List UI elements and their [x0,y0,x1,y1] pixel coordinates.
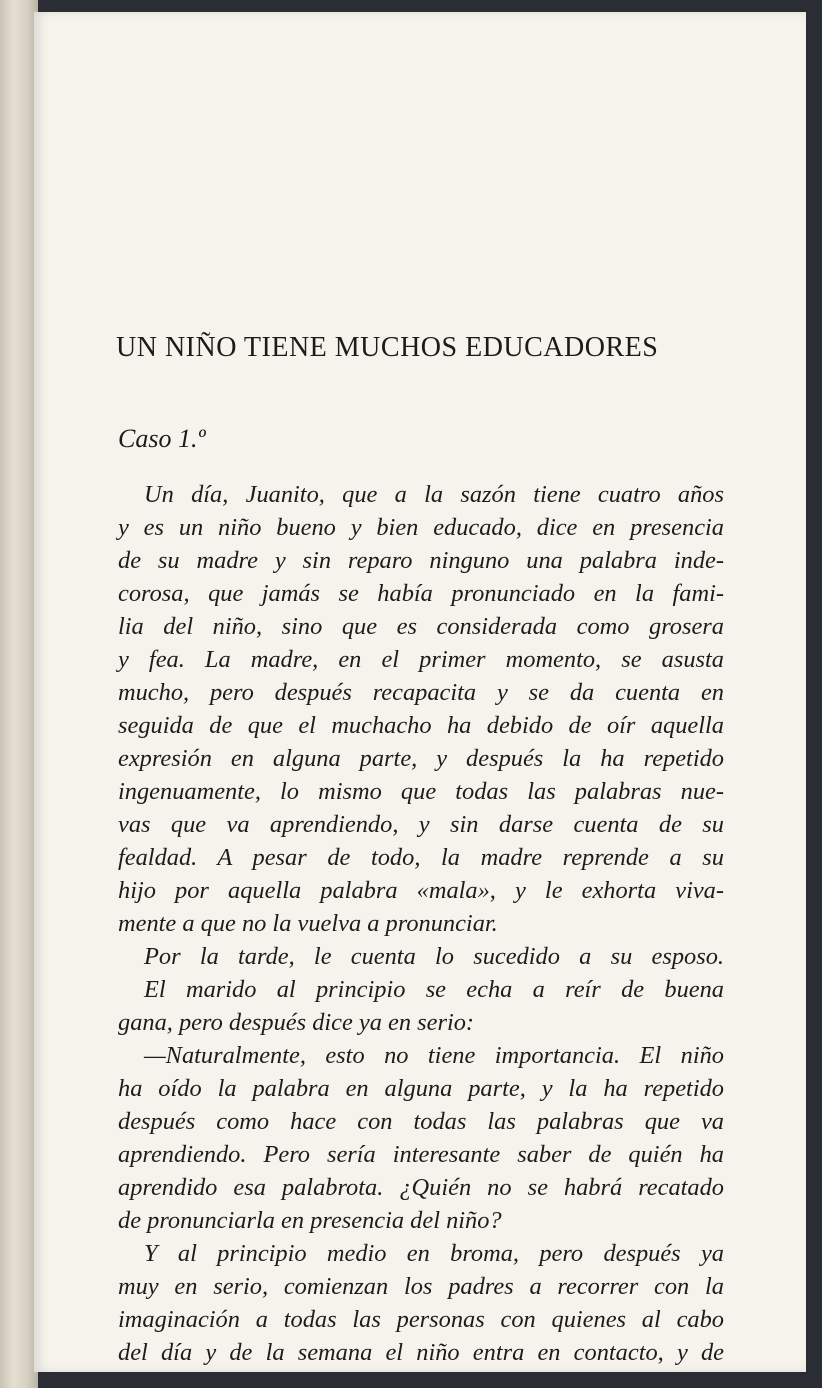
text-line: después como hace con todas las palabras que va [118,1108,724,1135]
text-line: hijo por aquella palabra «mala», y le exhorta viva- [118,877,724,904]
text-line: ha oído la palabra en alguna parte, y la ha repetido [118,1075,724,1102]
text-line: de pronunciarla en presencia del niño? [118,1207,502,1234]
text-line: ingenuamente, lo mismo que todas las palabras nue- [118,778,724,805]
text-line: Un día, Juanito, que a la sazón tiene cuatro años [144,481,724,508]
text-line: gana, pero después dice ya en serio: [118,1009,475,1036]
text-line: muy en serio, comienzan los padres a recorrer con la [118,1273,724,1300]
book-page [34,12,806,1372]
text-line: aprendiendo. Pero sería interesante saber de quién ha [118,1141,724,1168]
text-line: lia del niño, sino que es considerada como grosera [118,613,724,640]
book-spine-edge [0,0,38,1388]
chapter-title: UN NIÑO TIENE MUCHOS EDUCADORES [116,332,659,363]
text-line: mente a que no la vuelva a pronunciar. [118,910,498,937]
text-line: imaginación a todas las personas con quienes al cabo [118,1306,724,1333]
text-line: de su madre y sin reparo ninguno una palabra inde- [118,547,724,574]
text-line: y es un niño bueno y bien educado, dice en presencia [118,514,724,541]
text-line: del día y de la semana el niño entra en contacto, y de [118,1339,724,1366]
text-line: Por la tarde, le cuenta lo sucedido a su esposo. [144,943,724,970]
body-text [118,478,724,1369]
case-heading: Caso 1.º [118,424,206,453]
bleed-through-header [94,132,746,160]
text-line: corosa, que jamás se había pronunciado en la fami- [118,580,724,607]
text-line: —Naturalmente, esto no tiene importancia. El niño [144,1042,724,1069]
text-line: mucho, pero después recapacita y se da cuenta en [118,679,724,706]
text-line: fealdad. A pesar de todo, la madre reprende a su [118,844,724,871]
text-line: El marido al principio se echa a reír de buena [144,976,724,1003]
text-line: expresión en alguna parte, y después la ha repetido [118,745,724,772]
text-line: y fea. La madre, en el primer momento, se asusta [118,646,724,673]
text-line: seguida de que el muchacho ha debido de oír aquella [118,712,724,739]
text-line: aprendido esa palabrota. ¿Quién no se habrá recatado [118,1174,724,1201]
text-line: Y al principio medio en broma, pero después ya [144,1240,724,1267]
text-line: vas que va aprendiendo, y sin darse cuenta de su [118,811,724,838]
